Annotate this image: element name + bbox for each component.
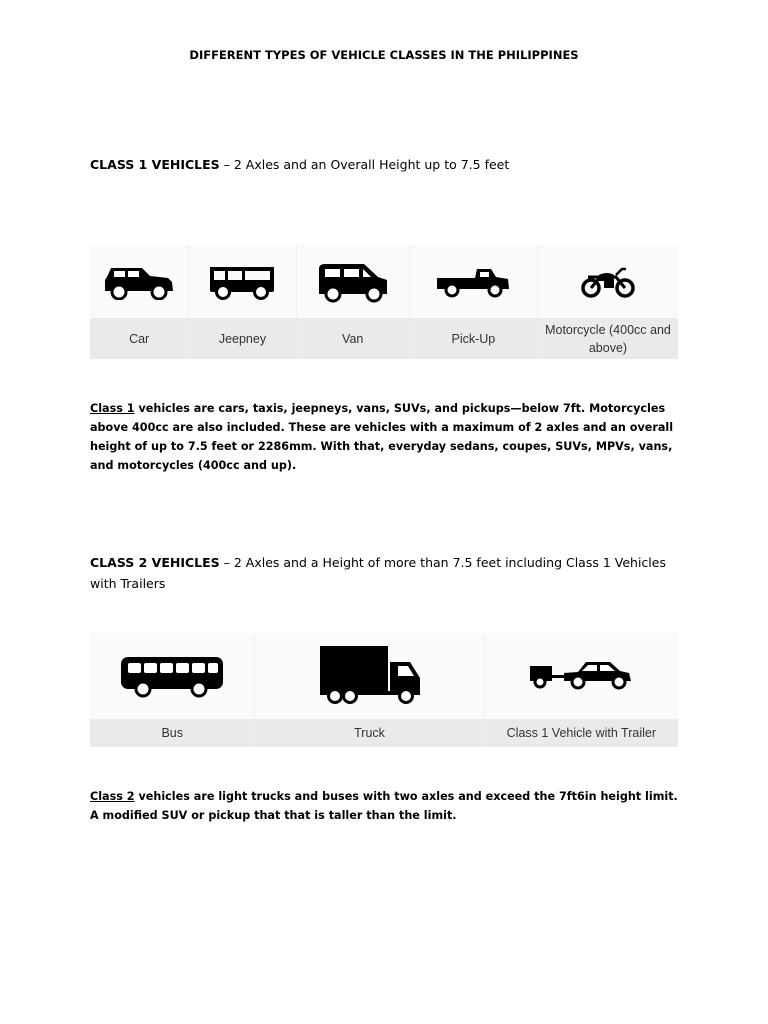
class1-heading-bold: CLASS 1 VEHICLES xyxy=(90,157,220,172)
vehicle-cell-pickup xyxy=(410,245,538,359)
vehicle-label-bus: Bus xyxy=(90,719,254,747)
class2-description-text: vehicles are light trucks and buses with two axles and exceed the 7ft6in height limit. A modified SUV or pickup that that is taller than the limit. xyxy=(90,790,678,822)
vehicle-cell-jeepney xyxy=(189,245,296,359)
car-icon xyxy=(102,264,176,300)
vehicle-cell-bus xyxy=(90,633,255,747)
vehicle-label-car-trailer: Class 1 Vehicle with Trailer xyxy=(485,719,678,747)
motorcycle-icon xyxy=(580,265,636,299)
class1-description-term: Class 1 xyxy=(90,402,135,415)
car-trailer-icon xyxy=(528,659,634,693)
vehicle-cell-car xyxy=(90,245,189,359)
van-icon xyxy=(316,261,390,303)
vehicle-cell-car-trailer xyxy=(485,633,678,747)
vehicle-label-jeepney: Jeepney xyxy=(189,318,295,359)
class1-description xyxy=(90,399,690,475)
class1-vehicle-table xyxy=(90,245,678,359)
pickup-icon xyxy=(435,266,511,298)
vehicle-cell-motorcycle xyxy=(538,245,678,359)
class2-heading xyxy=(90,552,680,594)
class1-heading xyxy=(90,154,680,175)
class2-description xyxy=(90,787,690,825)
truck-icon xyxy=(318,644,422,708)
jeepney-icon xyxy=(207,264,277,300)
vehicle-cell-van xyxy=(297,245,410,359)
vehicle-label-van: Van xyxy=(297,318,409,359)
class1-description-text: vehicles are cars, taxis, jeepneys, vans, SUVs, and pickups—below 7ft. Motorcycles above 400cc are also included. These are vehicles with a maximum of 2 axles and an overall height of up to 7.5 feet or 2286mm. With that, everyday sedans, coupes, SUVs, MPVs, vans, and motorcycles (400cc and up). xyxy=(90,402,674,472)
class2-heading-bold: CLASS 2 VEHICLES xyxy=(90,555,220,570)
vehicle-label-car: Car xyxy=(90,318,188,359)
vehicle-label-truck: Truck xyxy=(255,719,483,747)
class2-description-term: Class 2 xyxy=(90,790,135,803)
vehicle-cell-truck xyxy=(255,633,484,747)
class2-vehicle-table xyxy=(90,633,678,747)
class2-heading-rest: – 2 Axles and a Height of more than 7.5 feet including Class 1 Vehicles with Trailers xyxy=(90,555,666,591)
document-title: DIFFERENT TYPES OF VEHICLE CLASSES IN THE PHILIPPINES xyxy=(189,48,579,62)
bus-icon xyxy=(119,654,225,698)
vehicle-label-motorcycle: Motorcycle (400cc and above) xyxy=(538,318,678,359)
class1-heading-rest: – 2 Axles and an Overall Height up to 7.5 feet xyxy=(219,157,510,172)
vehicle-label-pickup: Pick-Up xyxy=(410,318,537,359)
